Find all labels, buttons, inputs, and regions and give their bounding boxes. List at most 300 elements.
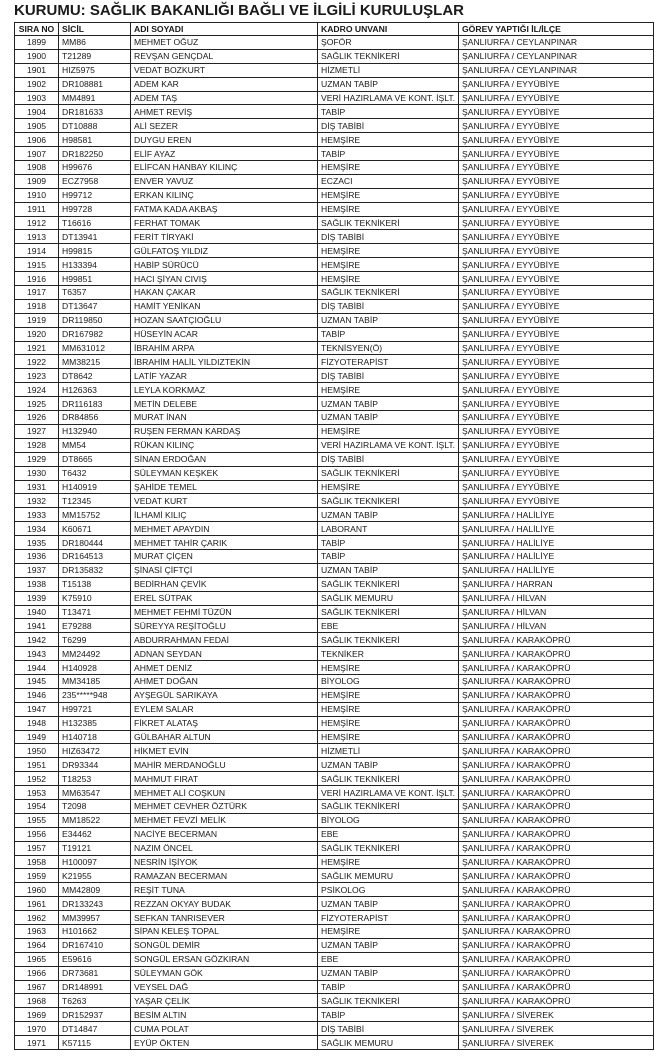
adi-soyadi-cell: SEFKAN TANRISEVER [131, 911, 318, 925]
adi-soyadi-cell: MEHMET FEHMİ TÜZÜN [131, 605, 318, 619]
adi-soyadi-cell: MEHMET ALİ COŞKUN [131, 786, 318, 800]
sicil-cell: DT13941 [59, 230, 131, 244]
gorev-yeri-cell: ŞANLIURFA / HALİLİYE [459, 563, 654, 577]
sicil-cell: DR182250 [59, 147, 131, 161]
adi-soyadi-cell: EYLEM SALAR [131, 702, 318, 716]
kadro-unvani-cell: HEMŞİRE [318, 688, 459, 702]
kadro-unvani-cell: HİZMETLİ [318, 63, 459, 77]
table-row [15, 674, 654, 688]
sicil-cell: MM86 [59, 36, 131, 50]
gorev-yeri-cell: ŞANLIURFA / KARAKÖPRÜ [459, 786, 654, 800]
kadro-unvani-cell: HEMŞİRE [318, 480, 459, 494]
gorev-yeri-cell: ŞANLIURFA / EYYÜBİYE [459, 258, 654, 272]
gorev-yeri-cell: ŞANLIURFA / KARAKÖPRÜ [459, 730, 654, 744]
column-header-gorev-yeri: GÖREV YAPTIĞI İL/İLÇE [459, 23, 654, 36]
sira-no-cell: 1918 [15, 299, 59, 313]
adi-soyadi-cell: NAZIM ÖNCEL [131, 841, 318, 855]
table-row [15, 411, 654, 425]
table-row [15, 355, 654, 369]
sira-no-cell: 1922 [15, 355, 59, 369]
personnel-table [14, 22, 654, 1050]
table-row [15, 147, 654, 161]
sira-no-cell: 1940 [15, 605, 59, 619]
adi-soyadi-cell: HAKAN ÇAKAR [131, 286, 318, 300]
table-row [15, 938, 654, 952]
gorev-yeri-cell: ŞANLIURFA / EYYÜBİYE [459, 91, 654, 105]
adi-soyadi-cell: NESRİN İŞİYOK [131, 855, 318, 869]
table-row [15, 494, 654, 508]
kadro-unvani-cell: SAĞLIK TEKNİKERİ [318, 577, 459, 591]
sicil-cell: DR116183 [59, 397, 131, 411]
sira-no-cell: 1953 [15, 786, 59, 800]
adi-soyadi-cell: VEYSEL DAĞ [131, 980, 318, 994]
adi-soyadi-cell: REVŞAN GENÇDAL [131, 49, 318, 63]
gorev-yeri-cell: ŞANLIURFA / EYYÜBİYE [459, 119, 654, 133]
sira-no-cell: 1908 [15, 161, 59, 175]
sicil-cell: MM24492 [59, 647, 131, 661]
table-row [15, 216, 654, 230]
sira-no-cell: 1950 [15, 744, 59, 758]
adi-soyadi-cell: MEHMET APAYDIN [131, 522, 318, 536]
sira-no-cell: 1903 [15, 91, 59, 105]
gorev-yeri-cell: ŞANLIURFA / EYYÜBİYE [459, 452, 654, 466]
table-row [15, 827, 654, 841]
table-row [15, 605, 654, 619]
sicil-cell: H99712 [59, 188, 131, 202]
sira-no-cell: 1942 [15, 633, 59, 647]
sicil-cell: T19121 [59, 841, 131, 855]
gorev-yeri-cell: ŞANLIURFA / KARAKÖPRÜ [459, 994, 654, 1008]
gorev-yeri-cell: ŞANLIURFA / EYYÜBİYE [459, 383, 654, 397]
sicil-cell: E79288 [59, 619, 131, 633]
gorev-yeri-cell: ŞANLIURFA / HALİLİYE [459, 522, 654, 536]
gorev-yeri-cell: ŞANLIURFA / EYYÜBİYE [459, 327, 654, 341]
kadro-unvani-cell: TABİP [318, 105, 459, 119]
kadro-unvani-cell: SAĞLIK TEKNİKERİ [318, 994, 459, 1008]
adi-soyadi-cell: AHMET DOĞAN [131, 674, 318, 688]
kadro-unvani-cell: SAĞLIK TEKNİKERİ [318, 49, 459, 63]
sira-no-cell: 1931 [15, 480, 59, 494]
page-title: KURUMU: SAĞLIK BAKANLIĞI BAĞLI VE İLGİLİ KURULUŞLAR [14, 2, 464, 19]
gorev-yeri-cell: ŞANLIURFA / EYYÜBİYE [459, 105, 654, 119]
table-row [15, 619, 654, 633]
adi-soyadi-cell: FİKRET ALATAŞ [131, 716, 318, 730]
kadro-unvani-cell: HEMŞİRE [318, 272, 459, 286]
sicil-cell: MM54 [59, 438, 131, 452]
kadro-unvani-cell: UZMAN TABİP [318, 508, 459, 522]
gorev-yeri-cell: ŞANLIURFA / HALİLİYE [459, 549, 654, 563]
column-header-kadro-unvani: KADRO UNVANI [318, 23, 459, 36]
kadro-unvani-cell: HEMŞİRE [318, 202, 459, 216]
sira-no-cell: 1943 [15, 647, 59, 661]
sicil-cell: MM63547 [59, 786, 131, 800]
table-row [15, 313, 654, 327]
gorev-yeri-cell: ŞANLIURFA / CEYLANPINAR [459, 63, 654, 77]
adi-soyadi-cell: ENVER YAVUZ [131, 174, 318, 188]
table-row [15, 869, 654, 883]
sira-no-cell: 1970 [15, 1022, 59, 1036]
sira-no-cell: 1921 [15, 341, 59, 355]
sira-no-cell: 1926 [15, 411, 59, 425]
gorev-yeri-cell: ŞANLIURFA / SİVEREK [459, 1036, 654, 1050]
sicil-cell: H140928 [59, 661, 131, 675]
gorev-yeri-cell: ŞANLIURFA / KARAKÖPRÜ [459, 633, 654, 647]
sicil-cell: H99851 [59, 272, 131, 286]
kadro-unvani-cell: UZMAN TABİP [318, 966, 459, 980]
adi-soyadi-cell: HÜSEYİN ACAR [131, 327, 318, 341]
sira-no-cell: 1957 [15, 841, 59, 855]
adi-soyadi-cell: REZZAN OKYAY BUDAK [131, 897, 318, 911]
sira-no-cell: 1924 [15, 383, 59, 397]
sira-no-cell: 1935 [15, 536, 59, 550]
sira-no-cell: 1917 [15, 286, 59, 300]
kadro-unvani-cell: HEMŞİRE [318, 730, 459, 744]
sira-no-cell: 1904 [15, 105, 59, 119]
sicil-cell: HIZ63472 [59, 744, 131, 758]
adi-soyadi-cell: MURAT İNAN [131, 411, 318, 425]
sira-no-cell: 1902 [15, 77, 59, 91]
gorev-yeri-cell: ŞANLIURFA / EYYÜBİYE [459, 286, 654, 300]
kadro-unvani-cell: SAĞLIK TEKNİKERİ [318, 494, 459, 508]
sira-no-cell: 1966 [15, 966, 59, 980]
table-row [15, 174, 654, 188]
adi-soyadi-cell: LATİF YAZAR [131, 369, 318, 383]
sicil-cell: 235*****948 [59, 688, 131, 702]
sicil-cell: T6357 [59, 286, 131, 300]
gorev-yeri-cell: ŞANLIURFA / HALİLİYE [459, 536, 654, 550]
kadro-unvani-cell: TABİP [318, 147, 459, 161]
kadro-unvani-cell: UZMAN TABİP [318, 563, 459, 577]
adi-soyadi-cell: HAMİT YENİKAN [131, 299, 318, 313]
gorev-yeri-cell: ŞANLIURFA / KARAKÖPRÜ [459, 855, 654, 869]
adi-soyadi-cell: SONGÜL DEMİR [131, 938, 318, 952]
kadro-unvani-cell: UZMAN TABİP [318, 411, 459, 425]
gorev-yeri-cell: ŞANLIURFA / HİLVAN [459, 619, 654, 633]
table-header-row [15, 23, 654, 36]
adi-soyadi-cell: HİKMET EVİN [131, 744, 318, 758]
gorev-yeri-cell: ŞANLIURFA / EYYÜBİYE [459, 494, 654, 508]
kadro-unvani-cell: HEMŞİRE [318, 161, 459, 175]
kadro-unvani-cell: UZMAN TABİP [318, 77, 459, 91]
kadro-unvani-cell: DİŞ TABİBİ [318, 452, 459, 466]
column-header-adi-soyadi: ADI SOYADI [131, 23, 318, 36]
gorev-yeri-cell: ŞANLIURFA / KARAKÖPRÜ [459, 980, 654, 994]
kadro-unvani-cell: SAĞLIK TEKNİKERİ [318, 772, 459, 786]
table-row [15, 77, 654, 91]
gorev-yeri-cell: ŞANLIURFA / SİVEREK [459, 1008, 654, 1022]
kadro-unvani-cell: FİZYOTERAPİST [318, 911, 459, 925]
kadro-unvani-cell: VERİ HAZIRLAMA VE KONT. İŞLT. [318, 438, 459, 452]
table-row [15, 522, 654, 536]
adi-soyadi-cell: SÜLEYMAN GÖK [131, 966, 318, 980]
kadro-unvani-cell: SAĞLIK TEKNİKERİ [318, 286, 459, 300]
sicil-cell: H132940 [59, 424, 131, 438]
gorev-yeri-cell: ŞANLIURFA / KARAKÖPRÜ [459, 688, 654, 702]
column-header-sicil: SİCİL [59, 23, 131, 36]
sira-no-cell: 1905 [15, 119, 59, 133]
gorev-yeri-cell: ŞANLIURFA / KARAKÖPRÜ [459, 716, 654, 730]
kadro-unvani-cell: HEMŞİRE [318, 188, 459, 202]
kadro-unvani-cell: HEMŞİRE [318, 133, 459, 147]
sira-no-cell: 1938 [15, 577, 59, 591]
sira-no-cell: 1923 [15, 369, 59, 383]
sira-no-cell: 1963 [15, 925, 59, 939]
table-row [15, 63, 654, 77]
sira-no-cell: 1934 [15, 522, 59, 536]
adi-soyadi-cell: İBRAHİM HALİL YILDIZTEKİN [131, 355, 318, 369]
sira-no-cell: 1901 [15, 63, 59, 77]
sira-no-cell: 1939 [15, 591, 59, 605]
sicil-cell: DR152937 [59, 1008, 131, 1022]
sicil-cell: H101662 [59, 925, 131, 939]
sicil-cell: DT13647 [59, 299, 131, 313]
kadro-unvani-cell: LABORANT [318, 522, 459, 536]
gorev-yeri-cell: ŞANLIURFA / KARAKÖPRÜ [459, 758, 654, 772]
adi-soyadi-cell: AHMET REVİŞ [131, 105, 318, 119]
adi-soyadi-cell: RUŞEN FERMAN KARDAŞ [131, 424, 318, 438]
kadro-unvani-cell: SAĞLIK TEKNİKERİ [318, 605, 459, 619]
gorev-yeri-cell: ŞANLIURFA / HALİLİYE [459, 508, 654, 522]
adi-soyadi-cell: ADEM KAR [131, 77, 318, 91]
adi-soyadi-cell: LEYLA KORKMAZ [131, 383, 318, 397]
adi-soyadi-cell: HABİP SÜRÜCÜ [131, 258, 318, 272]
adi-soyadi-cell: ELİF AYAZ [131, 147, 318, 161]
table-row [15, 105, 654, 119]
sira-no-cell: 1955 [15, 813, 59, 827]
kadro-unvani-cell: TEKNİSYEN(Ö) [318, 341, 459, 355]
adi-soyadi-cell: EREL SÜTPAK [131, 591, 318, 605]
adi-soyadi-cell: FATMA KADA AKBAŞ [131, 202, 318, 216]
table-row [15, 161, 654, 175]
sicil-cell: DR135832 [59, 563, 131, 577]
adi-soyadi-cell: ŞİNASİ ÇİFTÇİ [131, 563, 318, 577]
adi-soyadi-cell: MAHİR MERDANOĞLU [131, 758, 318, 772]
sicil-cell: MM18522 [59, 813, 131, 827]
sira-no-cell: 1912 [15, 216, 59, 230]
adi-soyadi-cell: ADNAN SEYDAN [131, 647, 318, 661]
column-header-sira-no: SIRA NO [15, 23, 59, 36]
sira-no-cell: 1932 [15, 494, 59, 508]
table-row [15, 716, 654, 730]
sira-no-cell: 1948 [15, 716, 59, 730]
adi-soyadi-cell: AHMET DENİZ [131, 661, 318, 675]
sira-no-cell: 1927 [15, 424, 59, 438]
sicil-cell: MM42809 [59, 883, 131, 897]
gorev-yeri-cell: ŞANLIURFA / EYYÜBİYE [459, 244, 654, 258]
sira-no-cell: 1947 [15, 702, 59, 716]
gorev-yeri-cell: ŞANLIURFA / EYYÜBİYE [459, 397, 654, 411]
sicil-cell: H99676 [59, 161, 131, 175]
adi-soyadi-cell: REŞİT TUNA [131, 883, 318, 897]
sira-no-cell: 1949 [15, 730, 59, 744]
gorev-yeri-cell: ŞANLIURFA / EYYÜBİYE [459, 411, 654, 425]
table-row [15, 383, 654, 397]
kadro-unvani-cell: HEMŞİRE [318, 702, 459, 716]
sicil-cell: DR148991 [59, 980, 131, 994]
kadro-unvani-cell: TABİP [318, 549, 459, 563]
sira-no-cell: 1951 [15, 758, 59, 772]
adi-soyadi-cell: ERKAN KILINÇ [131, 188, 318, 202]
sicil-cell: T2098 [59, 799, 131, 813]
table-row [15, 994, 654, 1008]
kadro-unvani-cell: UZMAN TABİP [318, 938, 459, 952]
sira-no-cell: 1971 [15, 1036, 59, 1050]
kadro-unvani-cell: HİZMETLİ [318, 744, 459, 758]
sicil-cell: K75910 [59, 591, 131, 605]
table-row [15, 758, 654, 772]
adi-soyadi-cell: SÜREYYA REŞİTOĞLU [131, 619, 318, 633]
gorev-yeri-cell: ŞANLIURFA / EYYÜBİYE [459, 313, 654, 327]
sicil-cell: DR167982 [59, 327, 131, 341]
sicil-cell: DR93344 [59, 758, 131, 772]
kadro-unvani-cell: TEKNİKER [318, 647, 459, 661]
gorev-yeri-cell: ŞANLIURFA / EYYÜBİYE [459, 480, 654, 494]
adi-soyadi-cell: ABDURRAHMAN FEDAİ [131, 633, 318, 647]
sicil-cell: MM4891 [59, 91, 131, 105]
adi-soyadi-cell: SONGÜL ERSAN GÖZKIRAN [131, 952, 318, 966]
sicil-cell: DR133243 [59, 897, 131, 911]
kadro-unvani-cell: PSİKOLOG [318, 883, 459, 897]
adi-soyadi-cell: EYÜP ÖKTEN [131, 1036, 318, 1050]
sicil-cell: T16616 [59, 216, 131, 230]
table-row [15, 286, 654, 300]
sicil-cell: DT14847 [59, 1022, 131, 1036]
gorev-yeri-cell: ŞANLIURFA / HARRAN [459, 577, 654, 591]
table-row [15, 661, 654, 675]
adi-soyadi-cell: RÜKAN KILINÇ [131, 438, 318, 452]
gorev-yeri-cell: ŞANLIURFA / HİLVAN [459, 605, 654, 619]
kadro-unvani-cell: HEMŞİRE [318, 716, 459, 730]
sira-no-cell: 1920 [15, 327, 59, 341]
sicil-cell: H99721 [59, 702, 131, 716]
sicil-cell: MM15752 [59, 508, 131, 522]
sira-no-cell: 1944 [15, 661, 59, 675]
kadro-unvani-cell: TABİP [318, 980, 459, 994]
sira-no-cell: 1906 [15, 133, 59, 147]
adi-soyadi-cell: ŞAHİDE TEMEL [131, 480, 318, 494]
sira-no-cell: 1937 [15, 563, 59, 577]
sicil-cell: DT8665 [59, 452, 131, 466]
gorev-yeri-cell: ŞANLIURFA / EYYÜBİYE [459, 188, 654, 202]
sira-no-cell: 1911 [15, 202, 59, 216]
adi-soyadi-cell: METİN DELEBE [131, 397, 318, 411]
kadro-unvani-cell: EBE [318, 827, 459, 841]
table-row [15, 188, 654, 202]
gorev-yeri-cell: ŞANLIURFA / KARAKÖPRÜ [459, 966, 654, 980]
sicil-cell: T21289 [59, 49, 131, 63]
gorev-yeri-cell: ŞANLIURFA / EYYÜBİYE [459, 466, 654, 480]
table-row [15, 911, 654, 925]
table-row [15, 1008, 654, 1022]
sicil-cell: E34462 [59, 827, 131, 841]
adi-soyadi-cell: İLHAMİ KILIÇ [131, 508, 318, 522]
sicil-cell: DR181633 [59, 105, 131, 119]
sicil-cell: DR164513 [59, 549, 131, 563]
table-row [15, 397, 654, 411]
table-row [15, 438, 654, 452]
gorev-yeri-cell: ŞANLIURFA / EYYÜBİYE [459, 174, 654, 188]
table-row [15, 452, 654, 466]
kadro-unvani-cell: ECZACI [318, 174, 459, 188]
sicil-cell: T15138 [59, 577, 131, 591]
gorev-yeri-cell: ŞANLIURFA / EYYÜBİYE [459, 355, 654, 369]
adi-soyadi-cell: VEDAT BOZKURT [131, 63, 318, 77]
gorev-yeri-cell: ŞANLIURFA / EYYÜBİYE [459, 424, 654, 438]
kadro-unvani-cell: BİYOLOG [318, 674, 459, 688]
kadro-unvani-cell: DİŞ TABİBİ [318, 1022, 459, 1036]
adi-soyadi-cell: CUMA POLAT [131, 1022, 318, 1036]
kadro-unvani-cell: HEMŞİRE [318, 661, 459, 675]
adi-soyadi-cell: BESİM ALTIN [131, 1008, 318, 1022]
kadro-unvani-cell: HEMŞİRE [318, 424, 459, 438]
kadro-unvani-cell: FİZYOTERAPİST [318, 355, 459, 369]
sicil-cell: H99815 [59, 244, 131, 258]
gorev-yeri-cell: ŞANLIURFA / SİVEREK [459, 1022, 654, 1036]
kadro-unvani-cell: HEMŞİRE [318, 855, 459, 869]
adi-soyadi-cell: SİNAN ERDOĞAN [131, 452, 318, 466]
sira-no-cell: 1929 [15, 452, 59, 466]
sicil-cell: DR119850 [59, 313, 131, 327]
sicil-cell: DR108881 [59, 77, 131, 91]
adi-soyadi-cell: BEDİRHAN ÇEVİK [131, 577, 318, 591]
sira-no-cell: 1945 [15, 674, 59, 688]
table-row [15, 133, 654, 147]
sira-no-cell: 1967 [15, 980, 59, 994]
kadro-unvani-cell: HEMŞİRE [318, 383, 459, 397]
adi-soyadi-cell: MEHMET TAHİR ÇARIK [131, 536, 318, 550]
adi-soyadi-cell: MAHMUT FIRAT [131, 772, 318, 786]
gorev-yeri-cell: ŞANLIURFA / EYYÜBİYE [459, 147, 654, 161]
sira-no-cell: 1964 [15, 938, 59, 952]
kadro-unvani-cell: TABİP [318, 536, 459, 550]
sicil-cell: MM34185 [59, 674, 131, 688]
sira-no-cell: 1916 [15, 272, 59, 286]
kadro-unvani-cell: SAĞLIK MEMURU [318, 1036, 459, 1050]
gorev-yeri-cell: ŞANLIURFA / EYYÜBİYE [459, 230, 654, 244]
kadro-unvani-cell: SAĞLIK TEKNİKERİ [318, 633, 459, 647]
gorev-yeri-cell: ŞANLIURFA / EYYÜBİYE [459, 369, 654, 383]
adi-soyadi-cell: DUYGU EREN [131, 133, 318, 147]
table-row [15, 897, 654, 911]
sira-no-cell: 1958 [15, 855, 59, 869]
table-row [15, 786, 654, 800]
gorev-yeri-cell: ŞANLIURFA / EYYÜBİYE [459, 202, 654, 216]
adi-soyadi-cell: NACİYE BECERMAN [131, 827, 318, 841]
kadro-unvani-cell: BİYOLOG [318, 813, 459, 827]
table-row [15, 258, 654, 272]
sira-no-cell: 1928 [15, 438, 59, 452]
kadro-unvani-cell: DİŞ TABİBİ [318, 230, 459, 244]
sira-no-cell: 1969 [15, 1008, 59, 1022]
adi-soyadi-cell: MURAT ÇİÇEN [131, 549, 318, 563]
gorev-yeri-cell: ŞANLIURFA / EYYÜBİYE [459, 299, 654, 313]
sicil-cell: DR84856 [59, 411, 131, 425]
sicil-cell: T13471 [59, 605, 131, 619]
table-row [15, 772, 654, 786]
gorev-yeri-cell: ŞANLIURFA / KARAKÖPRÜ [459, 827, 654, 841]
gorev-yeri-cell: ŞANLIURFA / KARAKÖPRÜ [459, 661, 654, 675]
table-row [15, 369, 654, 383]
sira-no-cell: 1914 [15, 244, 59, 258]
sira-no-cell: 1907 [15, 147, 59, 161]
kadro-unvani-cell: VERİ HAZIRLAMA VE KONT. İŞLT. [318, 786, 459, 800]
sicil-cell: DR180444 [59, 536, 131, 550]
sicil-cell: T12345 [59, 494, 131, 508]
adi-soyadi-cell: SÜLEYMAN KEŞKEK [131, 466, 318, 480]
table-row [15, 299, 654, 313]
adi-soyadi-cell: VEDAT KURT [131, 494, 318, 508]
sicil-cell: ECZ7958 [59, 174, 131, 188]
